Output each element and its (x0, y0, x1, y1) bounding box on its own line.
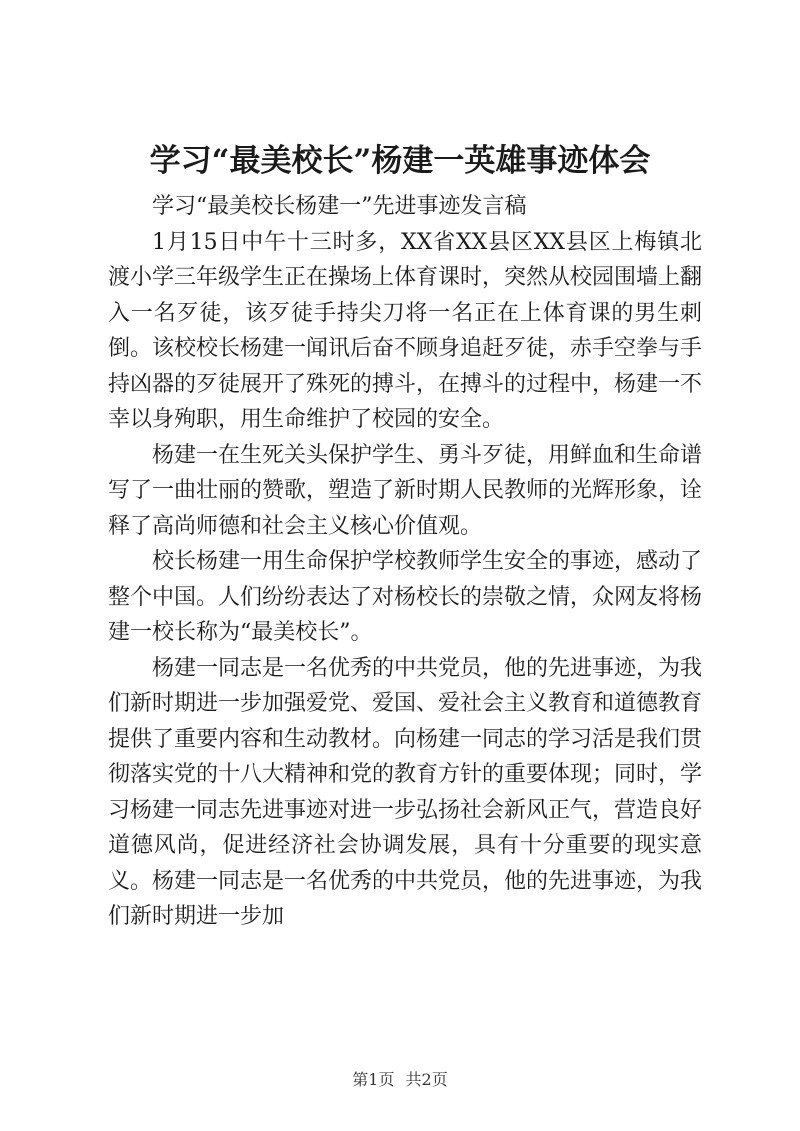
body-paragraph: 杨建一在生死关头保护学生、勇斗歹徒，用鲜血和生命谱写了一曲壮丽的赞歌，塑造了新时期人民教师的光辉形象，诠释了高尚师德和社会主义核心价值观。 (108, 442, 703, 539)
document-title: 学习“最美校长”杨建一英雄事迹体会 (149, 143, 651, 179)
page-footer (0, 1070, 800, 1090)
page-number: 第1页 (352, 1070, 395, 1089)
body-paragraph: 杨建一同志是一名优秀的中共党员，他的先进事迹，为我们新时期进一步加强爱党、爱国、爱社会主义教育和道德教育提供了重要内容和生动教材。向杨建一同志的学习活是我们贯彻落实党的十八大精神和党的教育方针的重要体现；同时，学习杨建一同志先进事迹对进一步弘扬社会新风正气，营造良好道德风尚，促进经济社会协调发展，具有十分重要的现实意义。杨建一同志是一名优秀的中共党员，他的先进事迹，为我们新时期进一步加 (108, 655, 703, 929)
subtitle-paragraph: 学习“最美校长杨建一”先进事迹发言稿 (152, 194, 527, 219)
page-total: 共2页 (405, 1070, 448, 1089)
body-paragraph: 1月15日中午十三时多，XX省XX县区XX县区上梅镇北渡小学三年级学生正在操场上体育课时，突然从校园围墙上翻入一名歹徒，该歹徒手持尖刀将一名正在上体育课的男生刺倒。该校校长杨建一闻讯后奋不顾身追赶歹徒，赤手空拳与手持凶器的歹徒展开了殊死的搏斗，在搏斗的过程中，杨建一不幸以身殉职，用生命维护了校园的安全。 (108, 229, 703, 432)
body-paragraph: 校长杨建一用生命保护学校教师学生安全的事迹，感动了整个中国。人们纷纷表达了对杨校长的崇敬之情，众网友将杨建一校长称为“最美校长”。 (108, 549, 703, 645)
document-body (108, 189, 702, 935)
